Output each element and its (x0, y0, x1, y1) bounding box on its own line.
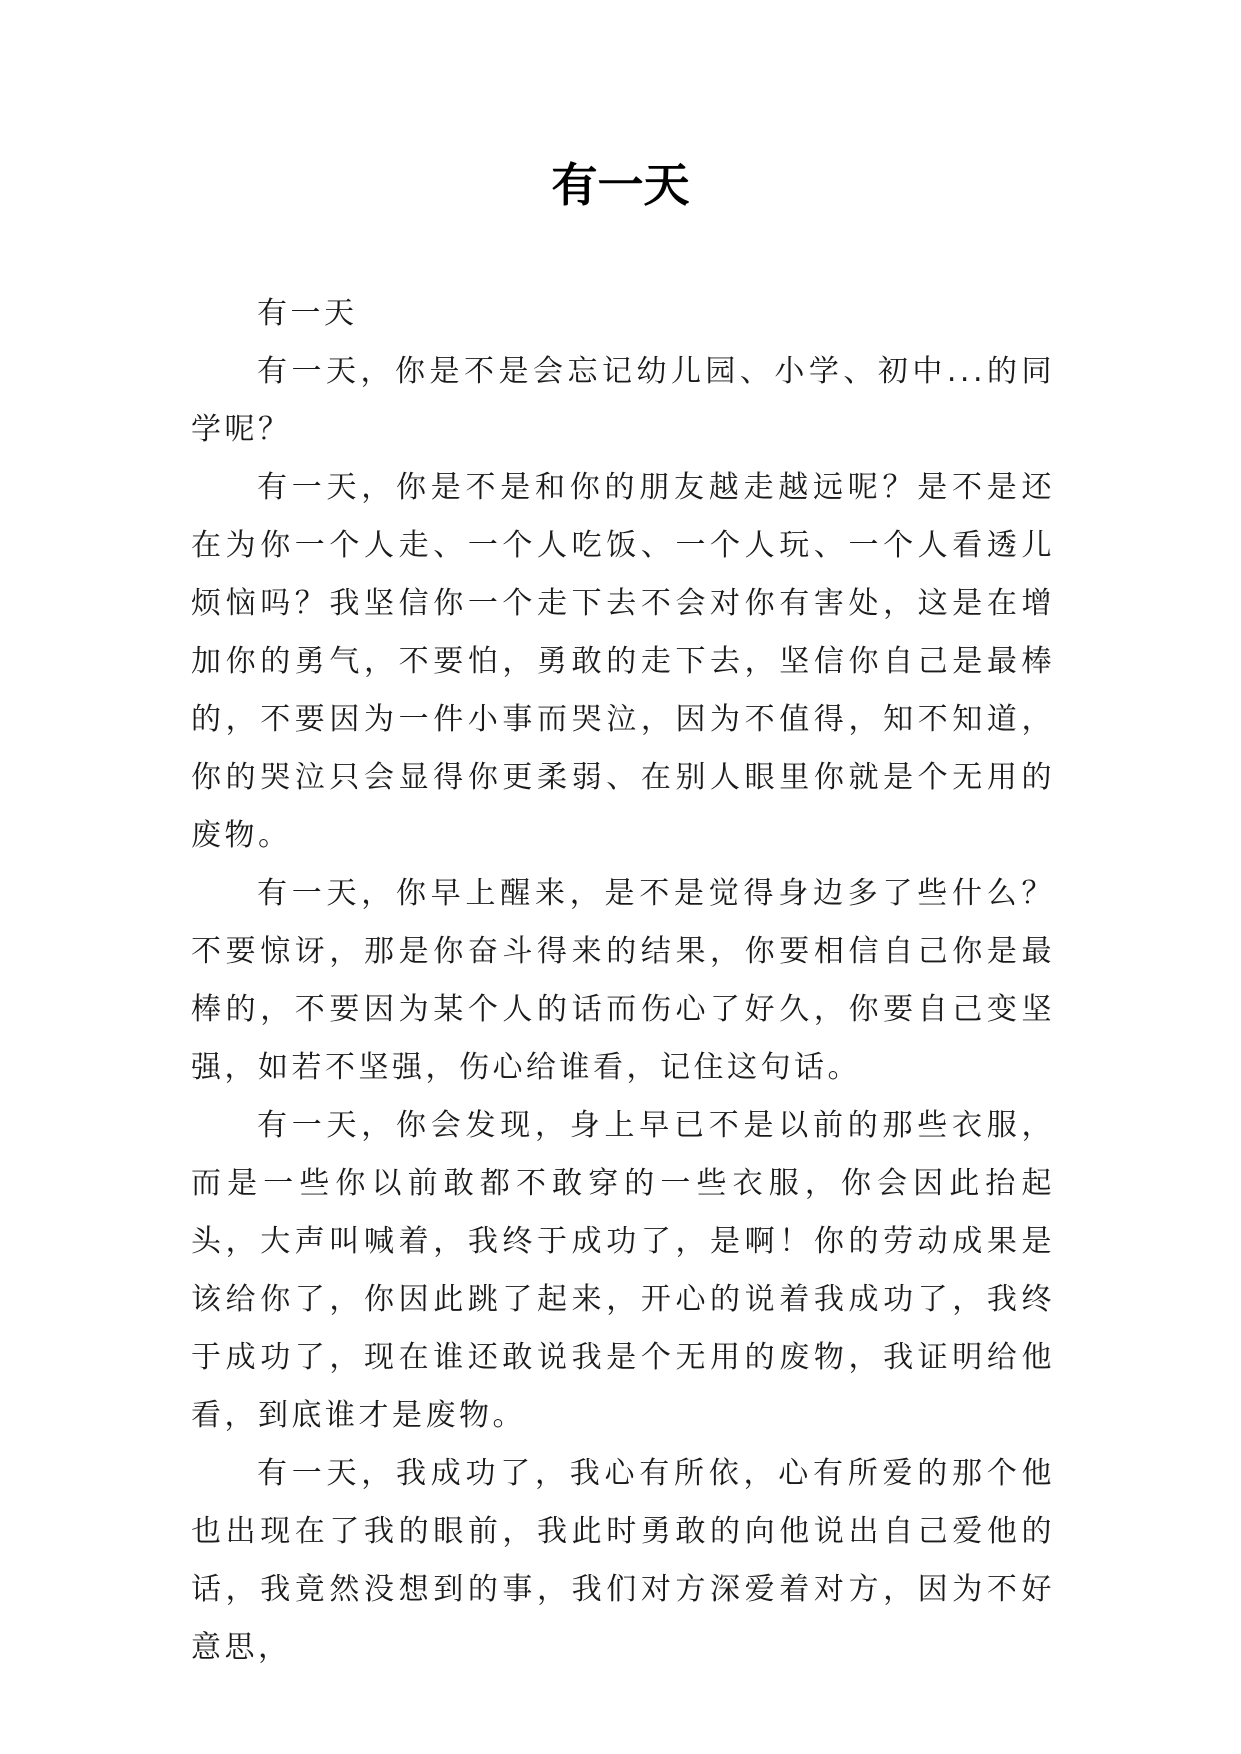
document-title: 有一天 (551, 158, 690, 212)
paragraph-6: 有一天，我成功了，我心有所依，心有所爱的那个他也出现在了我的眼前，我此时勇敢的向他说出自己爱他的话，我竟然没想到的事，我们对方深爱着对方，因为不好意思， (191, 1456, 1055, 1665)
document-body (191, 285, 1055, 1677)
paragraph-3: 有一天，你是不是和你的朋友越走越远呢？是不是还在为你一个人走、一个人吃饭、一个人玩、一个人看透儿烦恼吗？我坚信你一个走下去不会对你有害处，这是在增加你的勇气，不要怕，勇敢的走下去，坚信你自己是最棒的，不要因为一件小事而哭泣，因为不值得，知不知道，你的哭泣只会显得你更柔弱、在别人眼里你就是个无用的废物。 (191, 470, 1055, 853)
paragraph-5: 有一天，你会发现，身上早已不是以前的那些衣服，而是一些你以前敢都不敢穿的一些衣服，你会因此抬起头，大声叫喊着，我终于成功了，是啊！你的劳动成果是该给你了，你因此跳了起来，开心的说着我成功了，我终于成功了，现在谁还敢说我是个无用的废物，我证明给他看，到底谁才是废物。 (191, 1108, 1055, 1433)
paragraph-1: 有一天 (257, 296, 358, 331)
paragraph-2: 有一天，你是不是会忘记幼儿园、小学、初中...的同学呢？ (191, 354, 1055, 447)
paragraph-4: 有一天，你早上醒来，是不是觉得身边多了些什么？不要惊讶，那是你奋斗得来的结果，你要相信自己你是最棒的，不要因为某个人的话而伤心了好久，你要自己变坚强，如若不坚强，伤心给谁看，记住这句话。 (191, 876, 1055, 1085)
